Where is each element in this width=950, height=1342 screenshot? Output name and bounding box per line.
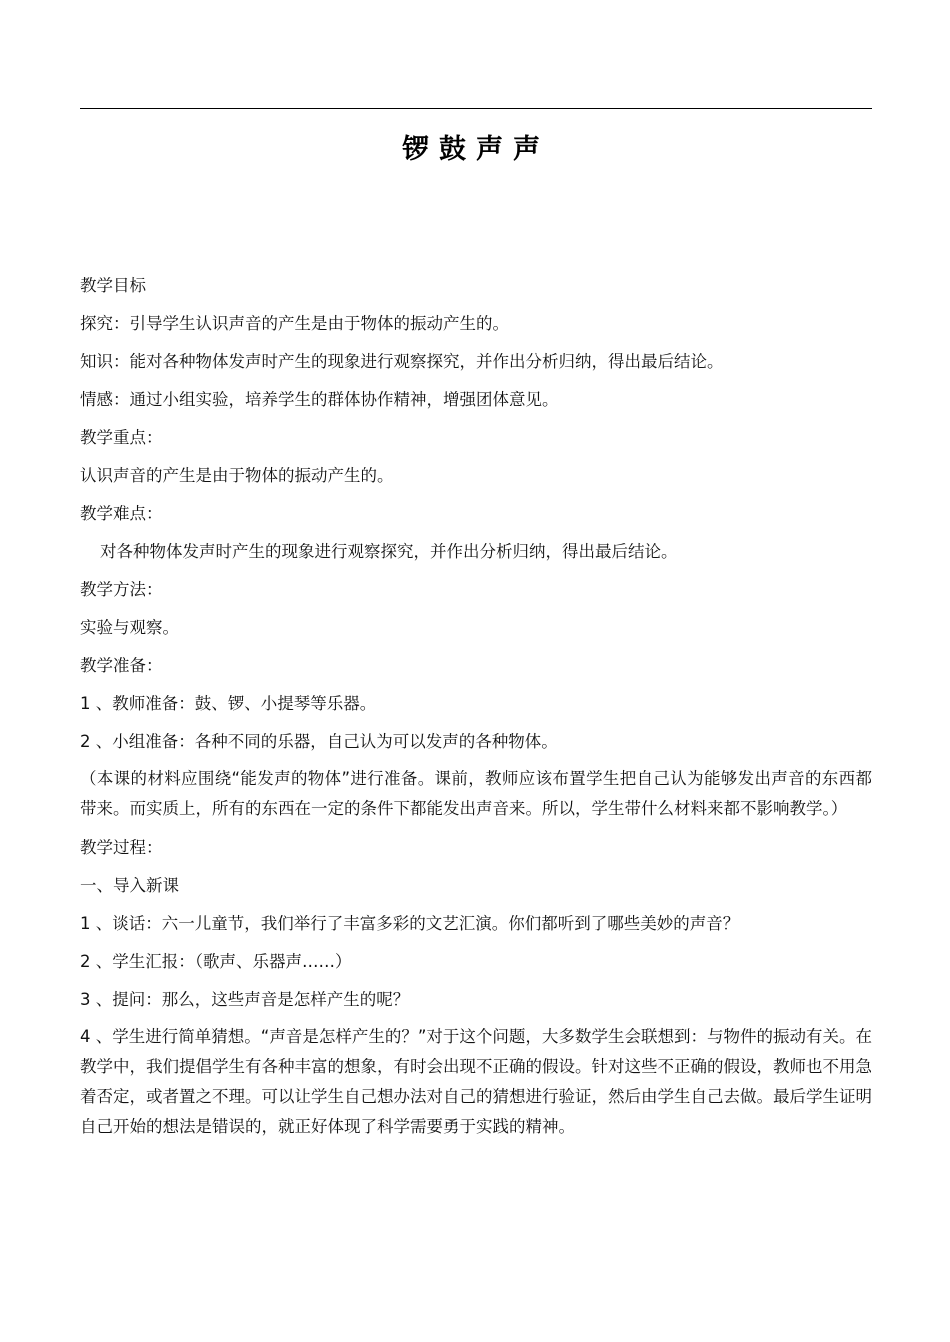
header-rule (80, 108, 872, 109)
objective-explore: 探究：引导学生认识声音的产生是由于物体的振动产生的。 (80, 314, 509, 333)
process-step-1: 1 、谈话：六一儿童节，我们举行了丰富多彩的文艺汇演。你们都听到了哪些美妙的声音？ (80, 914, 740, 933)
objective-knowledge: 知识：能对各种物体发声时产生的现象进行观察探究，并作出分析归纳，得出最后结论。 (80, 352, 724, 371)
objectives-heading: 教学目标 (80, 276, 146, 295)
methods-text: 实验与观察。 (80, 618, 179, 637)
document-body (80, 270, 872, 1150)
key-points-text: 认识声音的产生是由于物体的振动产生的。 (80, 466, 394, 485)
methods-heading: 教学方法： (80, 580, 163, 599)
materials-note: （本课的材料应围绕“能发声的物体”进行准备。课前，教师应该布置学生把自己认为能够发出声音的东西都带来。而实质上，所有的东西在一定的条件下都能发出声音来。所以，学生带什么材料来都不影响教学。） (80, 769, 872, 818)
key-points-heading: 教学重点： (80, 428, 163, 447)
process-step-2: 2 、学生汇报：（歌声、乐器声……） (80, 952, 352, 971)
difficulties-heading: 教学难点： (80, 504, 163, 523)
process-step-3: 3 、提问：那么，这些声音是怎样产生的呢？ (80, 990, 410, 1009)
prep-item-1: 1 、教师准备：鼓、锣、小提琴等乐器。 (80, 694, 377, 713)
objective-emotion: 情感：通过小组实验，培养学生的群体协作精神，增强团体意见。 (80, 390, 559, 409)
difficulties-text: 对各种物体发声时产生的现象进行观察探究，并作出分析归纳，得出最后结论。 (100, 542, 678, 561)
prep-heading: 教学准备： (80, 656, 163, 675)
document-title: 锣鼓声声 (402, 134, 550, 165)
section-intro-heading: 一、导入新课 (80, 876, 179, 895)
prep-item-2: 2 、小组准备：各种不同的乐器，自己认为可以发声的各种物体。 (80, 732, 558, 751)
process-step-4: 4 、学生进行简单猜想。“声音是怎样产生的？”对于这个问题，大多数学生会联想到：与物件的振动有关。在教学中，我们提倡学生有各种丰富的想象，有时会出现不正确的假设。针对这些不正确的假设，教师也不用急着否定，或者置之不理。可以让学生自己想办法对自己的猜想进行验证，然后由学生自己去做。最后学生证明自己开始的想法是错误的，就正好体现了科学需要勇于实践的精神。 (80, 1027, 872, 1136)
process-heading: 教学过程： (80, 838, 163, 857)
